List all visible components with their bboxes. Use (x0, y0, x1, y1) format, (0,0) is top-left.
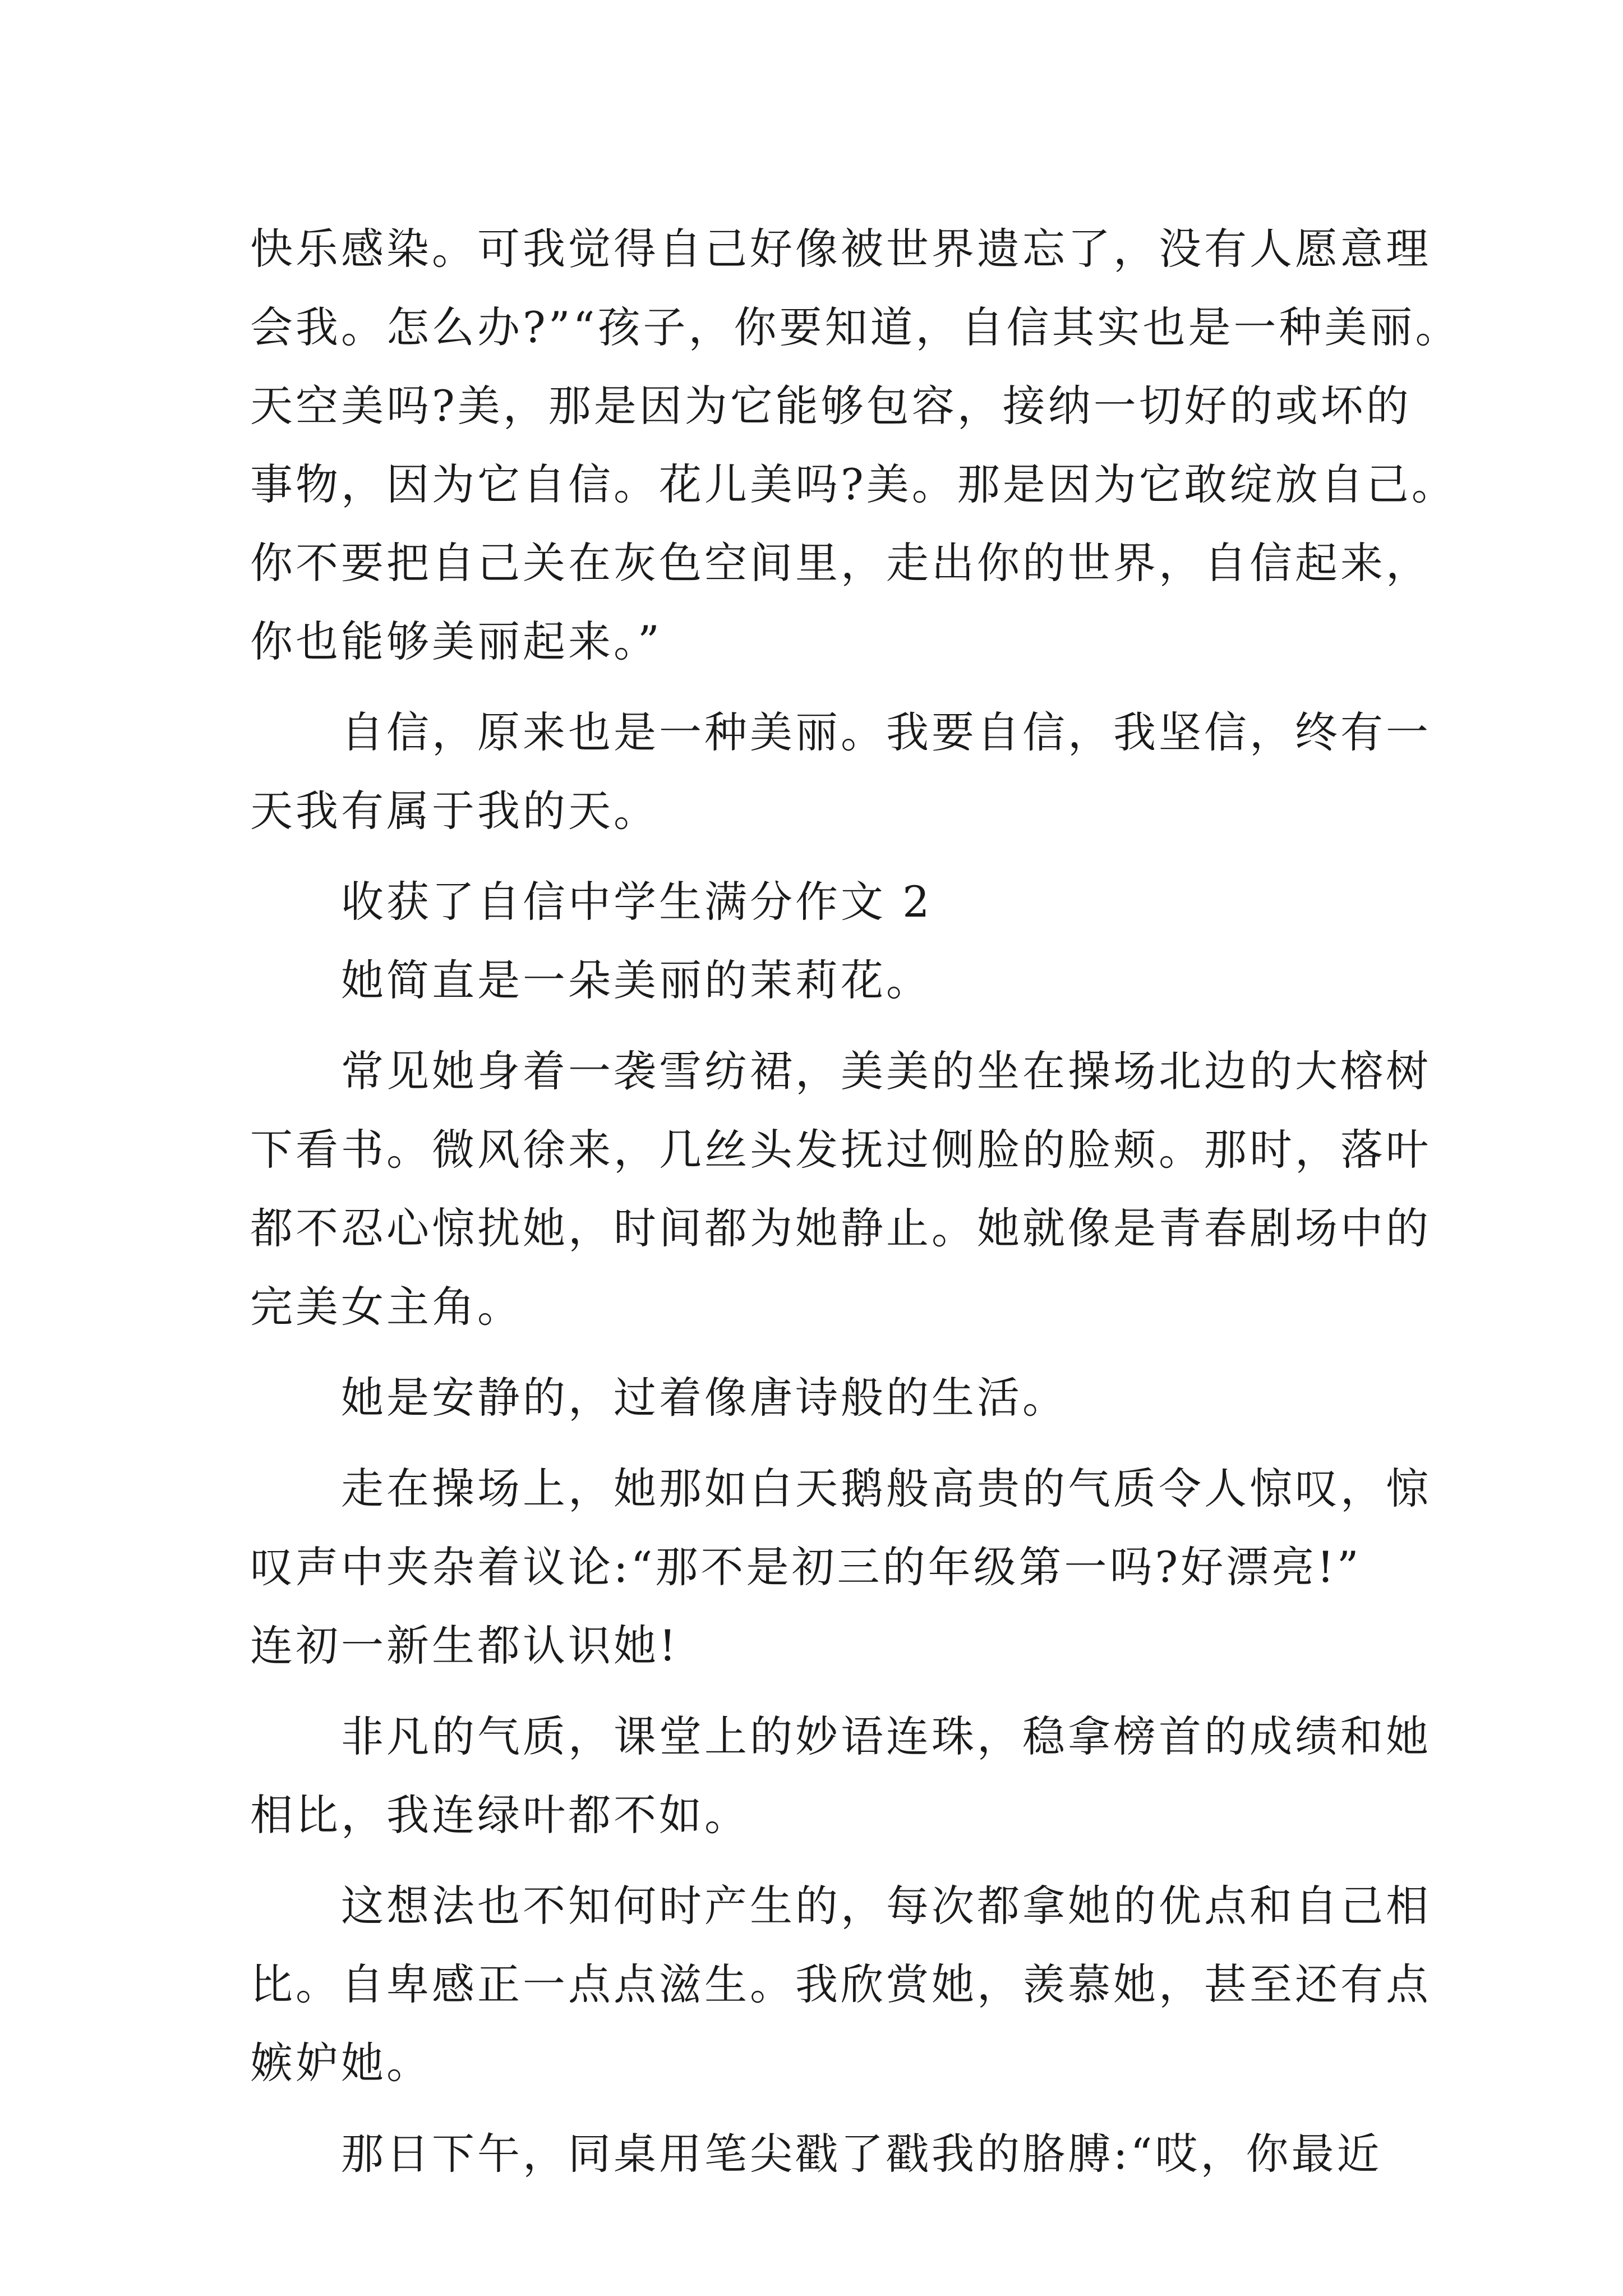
text-line: 非凡的气质，课堂上的妙语连珠，稳拿榜首的成绩和她 (341, 1711, 1431, 1761)
text-line: 走在操场上，她那如白天鹅般高贵的气质令人惊叹，惊 (341, 1464, 1431, 1513)
text-line: 相比，我连绿叶都不如。 (250, 1790, 750, 1840)
text-line: 比。自卑感正一点点滋生。我欣赏她，羡慕她，甚至还有点 (250, 1959, 1431, 2009)
text-line: 都不忍心惊扰她，时间都为她静止。她就像是青春剧场中的 (250, 1203, 1431, 1253)
text-line: 嫉妒她。 (250, 2038, 432, 2088)
text-line: 常见她身着一袭雪纺裙，美美的坐在操场北边的大榕树 (341, 1046, 1431, 1096)
text-line: 快乐感染。可我觉得自己好像被世界遗忘了，没有人愿意理 (250, 224, 1431, 274)
text-line: 你也能够美丽起来。” (250, 616, 662, 666)
text-line: 连初一新生都认识她! (250, 1621, 679, 1671)
text-line: 完美女主角。 (250, 1282, 523, 1332)
text-line: 天空美吗?美，那是因为它能够包容，接纳一切好的或坏的 (250, 381, 1412, 431)
text-line: 天我有属于我的天。 (250, 786, 659, 836)
section-title: 收获了自信中学生满分作文 2 (341, 877, 933, 927)
essay-body (250, 210, 1461, 2193)
text-line: 事物，因为它自信。花儿美吗?美。那是因为它敢绽放自己。 (250, 459, 1457, 509)
text-line: 那日下午，同桌用笔尖戳了戳我的胳膊:“哎，你最近 (341, 2129, 1382, 2179)
text-line: 下看书。微风徐来，几丝头发抚过侧脸的脸颊。那时，落叶 (250, 1125, 1431, 1175)
text-line: 这想法也不知何时产生的，每次都拿她的优点和自己相 (341, 1881, 1431, 1931)
text-line: 自信，原来也是一种美丽。我要自信，我坚信，终有一 (341, 707, 1431, 757)
text-line: 她简直是一朵美丽的茉莉花。 (341, 955, 932, 1005)
text-line: 会我。怎么办?”“孩子，你要知道，自信其实也是一种美丽。 (250, 302, 1461, 352)
text-line: 她是安静的，过着像唐诗般的生活。 (341, 1373, 1068, 1423)
text-line: 你不要把自己关在灰色空间里，走出你的世界，自信起来， (250, 538, 1431, 588)
text-line: 叹声中夹杂着议论:“那不是初三的年级第一吗?好漂亮!” (250, 1542, 1362, 1592)
